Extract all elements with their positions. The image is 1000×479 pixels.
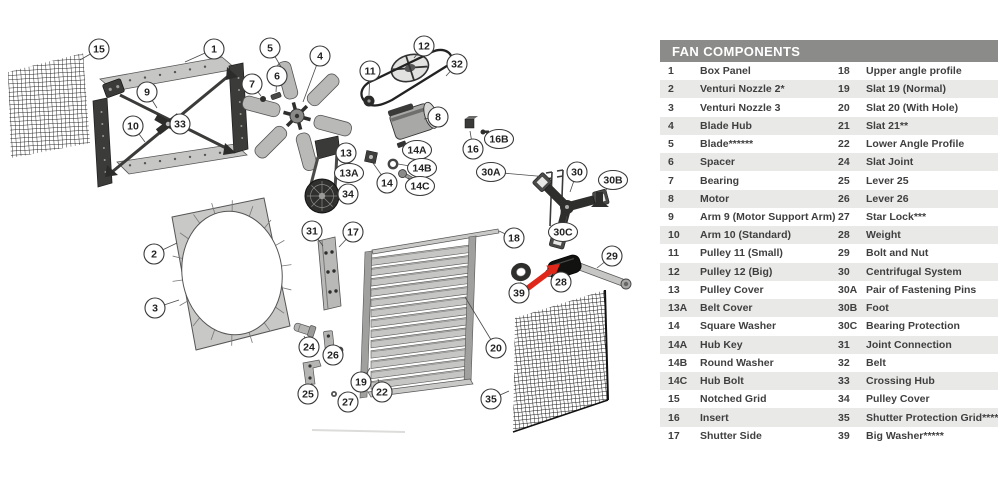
callout-label: 24 xyxy=(303,341,315,354)
part-number: 14A xyxy=(668,338,688,351)
part-number: 5 xyxy=(668,138,674,151)
part-name: Notched Grid xyxy=(700,393,767,406)
part-number: 35 xyxy=(838,411,850,424)
part-name: Blade****** xyxy=(700,138,754,151)
part-name: Box Panel xyxy=(700,65,751,78)
callout-label: 39 xyxy=(513,287,525,300)
part-number: 39 xyxy=(838,429,850,442)
callout-label: 9 xyxy=(144,86,150,99)
part-name: Shutter Side xyxy=(700,429,762,442)
callout-label: 25 xyxy=(302,388,314,401)
shutter-assembly xyxy=(360,229,499,398)
part-name: Upper angle profile xyxy=(866,65,962,78)
component-row xyxy=(660,208,998,226)
part-number: 1 xyxy=(668,65,674,78)
part-name: Bolt and Nut xyxy=(866,247,929,260)
callout-label: 16B xyxy=(489,133,509,146)
part-name: Spacer xyxy=(700,156,736,169)
component-row xyxy=(660,354,998,372)
part-name: Arm 9 (Motor Support Arm) xyxy=(700,210,836,223)
callout-label: 14B xyxy=(412,162,432,175)
part-number: 20 xyxy=(838,101,850,114)
table-header xyxy=(660,40,998,62)
part-number: 4 xyxy=(668,119,674,132)
component-row xyxy=(660,153,998,171)
part-name: Bearing Protection xyxy=(866,320,960,333)
part-number: 30A xyxy=(838,283,858,296)
part-number: 13 xyxy=(668,283,680,296)
component-row xyxy=(660,336,998,354)
part-number: 11 xyxy=(668,247,680,260)
table-title: FAN COMPONENTS xyxy=(672,43,801,59)
callout-label: 4 xyxy=(317,50,323,63)
part-number: 25 xyxy=(838,174,850,187)
part-name: Motor xyxy=(700,192,730,205)
part-name: Big Washer***** xyxy=(866,429,944,442)
part-number: 16 xyxy=(668,411,680,424)
part-name: Square Washer xyxy=(700,320,777,333)
component-row xyxy=(660,299,998,317)
table-rows xyxy=(660,62,998,445)
part-number: 32 xyxy=(838,356,850,369)
part-number: 19 xyxy=(838,83,850,96)
component-row xyxy=(660,317,998,335)
part-number: 14 xyxy=(668,320,680,333)
component-row xyxy=(660,244,998,262)
part-name: Lever 26 xyxy=(866,192,909,205)
callout-label: 31 xyxy=(306,225,318,238)
part-name: Venturi Nozzle 3 xyxy=(700,101,781,114)
part-number: 31 xyxy=(838,338,850,351)
component-row xyxy=(660,171,998,189)
part-number: 30C xyxy=(838,320,858,333)
component-row xyxy=(660,190,998,208)
part-number: 12 xyxy=(668,265,680,278)
part-number: 8 xyxy=(668,192,674,205)
part-name: Insert xyxy=(700,411,729,424)
callout-label: 20 xyxy=(490,342,502,355)
callout-label: 10 xyxy=(127,120,139,133)
venturi-nozzle xyxy=(172,198,291,350)
part-name: Belt xyxy=(866,356,886,369)
part-name: Slat 19 (Normal) xyxy=(866,83,946,96)
callout-label: 17 xyxy=(347,226,359,239)
part-name: Round Washer xyxy=(700,356,774,369)
part-name: Hub Key xyxy=(700,338,743,351)
component-row xyxy=(660,408,998,426)
spacer xyxy=(270,92,281,100)
component-row xyxy=(660,117,998,135)
part-number: 13A xyxy=(668,302,688,315)
callout-label: 1 xyxy=(211,43,217,56)
part-number: 34 xyxy=(838,393,850,406)
part-number: 2 xyxy=(668,83,674,96)
callout-label: 30B xyxy=(603,174,623,187)
callout-label: 11 xyxy=(364,65,376,78)
part-number: 21 xyxy=(838,119,850,132)
callout-label: 12 xyxy=(418,40,430,53)
component-row xyxy=(660,390,998,408)
part-number: 14C xyxy=(668,375,688,388)
part-name: Pulley Cover xyxy=(866,393,930,406)
callout-label: 2 xyxy=(151,248,157,261)
component-row xyxy=(660,372,998,390)
part-name: Pair of Fastening Pins xyxy=(866,283,977,296)
part-number: 18 xyxy=(838,65,850,78)
shutter-protection-grid xyxy=(513,287,608,432)
part-number: 10 xyxy=(668,229,680,242)
callout-label: 13A xyxy=(339,167,359,180)
callout-label: 27 xyxy=(342,396,354,409)
callout-label: 3 xyxy=(152,302,158,315)
part-name: Lever 25 xyxy=(866,174,909,187)
callout-label: 32 xyxy=(451,58,463,71)
part-number: 30B xyxy=(838,302,858,315)
part-number: 33 xyxy=(838,375,850,388)
part-name: Pulley Cover xyxy=(700,283,764,296)
component-row xyxy=(660,427,998,445)
part-name: Blade Hub xyxy=(700,119,752,132)
part-name: Slat Joint xyxy=(866,156,914,169)
part-name: Weight xyxy=(866,229,998,241)
part-name: Shutter Protection Grid**** xyxy=(866,411,998,424)
part-number: 29 xyxy=(838,247,850,260)
ground-shadow xyxy=(312,430,405,432)
callout-label: 30C xyxy=(553,226,573,239)
insert xyxy=(465,116,489,135)
part-name: Crossing Hub xyxy=(866,375,935,388)
callout-label: 26 xyxy=(327,349,339,362)
part-name: Bearing xyxy=(700,174,740,187)
part-name: Venturi Nozzle 2* xyxy=(700,83,785,96)
callout-label: 7 xyxy=(249,78,255,91)
callout-label: 5 xyxy=(267,42,273,55)
callout-label: 30A xyxy=(481,166,501,179)
part-number: 22 xyxy=(838,138,850,151)
part-number: 27 xyxy=(838,210,850,223)
part-number: 15 xyxy=(668,393,680,406)
component-row xyxy=(660,226,998,244)
component-row xyxy=(660,62,998,80)
part-name: Hub Bolt xyxy=(700,375,744,388)
joint-connection-bar xyxy=(318,237,341,310)
component-row xyxy=(660,98,998,116)
callout-label: 22 xyxy=(376,386,388,399)
callout-label: 8 xyxy=(435,111,441,124)
part-number: 9 xyxy=(668,210,674,223)
callout-label: 29 xyxy=(606,250,618,263)
part-number: 7 xyxy=(668,174,674,187)
bearing xyxy=(260,96,266,102)
part-name: Joint Connection xyxy=(866,338,952,351)
part-name: Arm 10 (Standard) xyxy=(700,229,792,242)
callout-label: 13 xyxy=(340,147,352,160)
part-name: Lower Angle Profile xyxy=(866,138,965,151)
component-row xyxy=(660,135,998,153)
fan-components-table xyxy=(660,40,998,445)
part-number: 6 xyxy=(668,156,674,169)
component-row xyxy=(660,80,998,98)
callout-label: 35 xyxy=(485,393,497,406)
callout-label: 14C xyxy=(410,180,430,193)
bolt-shaft xyxy=(579,263,623,286)
callout-label: 16 xyxy=(467,143,479,156)
part-name: Pulley 11 (Small) xyxy=(700,247,783,260)
part-name: Centrifugal System xyxy=(866,265,962,278)
blade-hub xyxy=(283,102,310,129)
part-name: Slat 20 (With Hole) xyxy=(866,101,959,114)
callout-label: 14A xyxy=(407,144,427,157)
callout-label: 6 xyxy=(274,70,280,83)
callout-label: 19 xyxy=(355,376,367,389)
callout-label: 33 xyxy=(174,118,186,131)
part-name: Slat 21** xyxy=(866,119,909,132)
part-number: 14B xyxy=(668,356,688,369)
part-number: 30 xyxy=(838,265,850,278)
part-name: Foot xyxy=(866,302,889,315)
part-number: 17 xyxy=(668,429,680,442)
part-number: 26 xyxy=(838,192,850,205)
notched-grid xyxy=(8,53,90,158)
component-row xyxy=(660,263,998,281)
callout-label: 28 xyxy=(555,276,567,289)
part-number: 24 xyxy=(838,156,850,169)
part-number: 3 xyxy=(668,101,674,114)
callout-label: 15 xyxy=(93,43,105,56)
part-number: 28 xyxy=(838,229,850,242)
component-row xyxy=(660,281,998,299)
callout-label: 18 xyxy=(508,232,520,245)
part-name: Star Lock*** xyxy=(866,210,927,223)
callout-label: 14 xyxy=(381,177,393,190)
callout-label: 34 xyxy=(342,188,354,201)
part-name: Pulley 12 (Big) xyxy=(700,265,773,278)
part-name: Belt Cover xyxy=(700,302,753,315)
callout-label: 30 xyxy=(571,166,583,179)
